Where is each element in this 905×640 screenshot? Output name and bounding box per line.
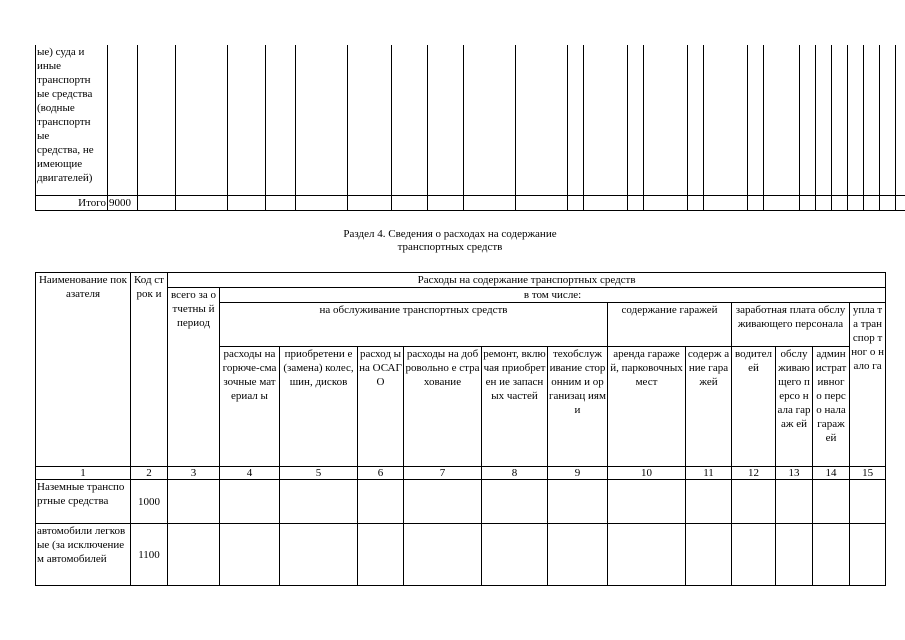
table-cell[interactable]	[464, 45, 516, 195]
col-header-tires: приобретени е (замена) колес, шин, дисков	[280, 347, 358, 467]
table-cell[interactable]	[568, 45, 584, 195]
row-label-cell	[36, 45, 108, 195]
table-cell[interactable]	[280, 480, 358, 524]
table-cell[interactable]	[280, 524, 358, 586]
col-number: 11	[686, 467, 732, 480]
table-cell[interactable]	[404, 524, 482, 586]
table-row	[36, 524, 886, 586]
row-label-line: транспортн	[37, 74, 91, 86]
row-label-line: ые) суда и	[37, 46, 85, 58]
row-code: 1100	[131, 524, 168, 586]
table-cell[interactable]	[266, 45, 296, 195]
col-number: 10	[608, 467, 686, 480]
col-number: 9	[548, 467, 608, 480]
total-code: 9000	[108, 195, 138, 210]
table-cell[interactable]	[392, 45, 428, 195]
section-title-line-2: транспортных средств	[397, 241, 503, 253]
table-cell[interactable]	[228, 45, 266, 195]
table-cell[interactable]	[358, 480, 404, 524]
row-label-line: средства, не	[37, 144, 94, 156]
row-label-line: ые средства	[37, 88, 93, 100]
table-cell[interactable]	[548, 480, 608, 524]
table-cell[interactable]	[568, 195, 584, 210]
col-header-tax: упла та тран спор тног о нало га	[850, 303, 886, 467]
table-cell[interactable]	[800, 195, 816, 210]
table-cell[interactable]	[864, 195, 880, 210]
table-cell[interactable]	[644, 45, 688, 195]
table-cell[interactable]	[464, 195, 516, 210]
table-cell[interactable]	[176, 195, 228, 210]
row-label-line: имеющие	[37, 158, 83, 170]
col-header-garage-rent: аренда гаражей, парковочных мест	[608, 347, 686, 467]
table-cell[interactable]	[748, 195, 764, 210]
group-header-service: на обслуживание транспортных средств	[220, 303, 608, 347]
col-header-name: Наименование показателя	[36, 273, 131, 467]
table-cell[interactable]	[348, 45, 392, 195]
col-number: 13	[776, 467, 813, 480]
group-header-garage: содержание гаражей	[608, 303, 732, 347]
table-cell[interactable]	[428, 45, 464, 195]
table-cell[interactable]	[482, 480, 548, 524]
table-cell[interactable]	[628, 195, 644, 210]
table-cell[interactable]	[296, 45, 348, 195]
table-cell[interactable]	[644, 195, 688, 210]
table-cell[interactable]	[764, 45, 800, 195]
table-cell[interactable]	[880, 45, 896, 195]
total-label: Итого	[36, 195, 108, 210]
table-cell[interactable]	[800, 45, 816, 195]
table-cell[interactable]	[428, 195, 464, 210]
col-number: 4	[220, 467, 280, 480]
table-cell[interactable]	[686, 480, 732, 524]
table-row	[36, 480, 886, 524]
table-cell[interactable]	[813, 524, 850, 586]
col-header-drivers: водител ей	[732, 347, 776, 467]
table-cell[interactable]	[896, 45, 905, 195]
table-cell[interactable]	[296, 195, 348, 210]
row-label-line: транспортн	[37, 116, 91, 128]
col-header-voluntary: расходы на добровольно е страхование	[404, 347, 482, 467]
col-header-admin-staff: админ истрат ивног о персо нала гараж ей	[813, 347, 850, 467]
row-code: 1000	[131, 480, 168, 524]
table-cell[interactable]	[764, 195, 800, 210]
table-cell[interactable]	[516, 45, 568, 195]
group-header-including: в том числе:	[220, 288, 886, 303]
table-cell[interactable]	[850, 480, 886, 524]
table-cell[interactable]	[776, 524, 813, 586]
table-cell[interactable]	[850, 524, 886, 586]
col-header-total: всего за отчетны й период	[168, 288, 220, 467]
col-number: 5	[280, 467, 358, 480]
table-cell[interactable]	[168, 480, 220, 524]
previous-section-table	[35, 45, 905, 211]
table-cell[interactable]	[848, 45, 864, 195]
col-header-osago: расход ы на ОСАГО	[358, 347, 404, 467]
table-cell[interactable]	[220, 524, 280, 586]
section-title-line-1: Раздел 4. Сведения о расходах на содержание	[343, 228, 557, 240]
table-cell[interactable]	[138, 195, 176, 210]
section-title	[300, 228, 600, 254]
table-cell[interactable]	[732, 480, 776, 524]
col-header-fuel: расходы на горюче-смазочные материал ы	[220, 347, 280, 467]
table-cell[interactable]	[704, 195, 748, 210]
transport-expenses-table	[35, 272, 886, 586]
col-header-maintenance: техобслуж ивание сторонним и организац иями	[548, 347, 608, 467]
table-cell[interactable]	[864, 45, 880, 195]
table-cell[interactable]	[608, 480, 686, 524]
row-label: автомобили легковые (за исключением автомобилей	[36, 524, 131, 586]
table-cell[interactable]	[138, 45, 176, 195]
row-label-line: иные	[37, 60, 62, 72]
group-header-main: Расходы на содержание транспортных средств	[168, 273, 886, 288]
table-cell[interactable]	[266, 195, 296, 210]
table-cell[interactable]	[348, 195, 392, 210]
table-cell[interactable]	[628, 45, 644, 195]
table-cell[interactable]	[816, 45, 832, 195]
table-cell[interactable]	[704, 45, 748, 195]
table-cell[interactable]	[732, 524, 776, 586]
col-header-service-staff: обслу живаю щего персо нала гараж ей	[776, 347, 813, 467]
table-cell[interactable]	[176, 45, 228, 195]
table-cell[interactable]	[816, 195, 832, 210]
table-cell[interactable]	[516, 195, 568, 210]
row-label-line: двигателей)	[37, 172, 93, 184]
table-cell[interactable]	[228, 195, 266, 210]
col-number: 8	[482, 467, 548, 480]
table-cell[interactable]	[108, 45, 138, 195]
table-cell[interactable]	[584, 45, 628, 195]
row-label-line: (водные	[37, 102, 75, 114]
table-cell[interactable]	[686, 524, 732, 586]
col-number: 15	[850, 467, 886, 480]
group-header-salary: заработная плата обслуживающего персонала	[732, 303, 850, 347]
col-number: 3	[168, 467, 220, 480]
col-header-garage-upkeep: содерж ание гаражей	[686, 347, 732, 467]
table-cell[interactable]	[220, 480, 280, 524]
table-cell[interactable]	[688, 45, 704, 195]
table-cell[interactable]	[482, 524, 548, 586]
table-cell[interactable]	[688, 195, 704, 210]
table-cell[interactable]	[584, 195, 628, 210]
table-cell[interactable]	[748, 45, 764, 195]
table-cell[interactable]	[404, 480, 482, 524]
table-cell[interactable]	[848, 195, 864, 210]
table-cell[interactable]	[548, 524, 608, 586]
table-cell[interactable]	[832, 195, 848, 210]
table-cell[interactable]	[168, 524, 220, 586]
col-number: 14	[813, 467, 850, 480]
row-label: Наземные транспортные средства	[36, 480, 131, 524]
table-cell[interactable]	[392, 195, 428, 210]
table-cell[interactable]	[896, 195, 905, 210]
col-header-code: Код строк и	[131, 273, 168, 467]
col-number: 12	[732, 467, 776, 480]
row-label-line: ые	[37, 130, 50, 142]
col-header-repair: ремонт, включая приобретен ие запасных частей	[482, 347, 548, 467]
table-cell[interactable]	[358, 524, 404, 586]
col-number: 2	[131, 467, 168, 480]
table-cell[interactable]	[832, 45, 848, 195]
table-cell[interactable]	[608, 524, 686, 586]
col-number: 6	[358, 467, 404, 480]
col-number: 7	[404, 467, 482, 480]
table-cell[interactable]	[813, 480, 850, 524]
table-cell[interactable]	[880, 195, 896, 210]
table-cell[interactable]	[776, 480, 813, 524]
col-number: 1	[36, 467, 131, 480]
